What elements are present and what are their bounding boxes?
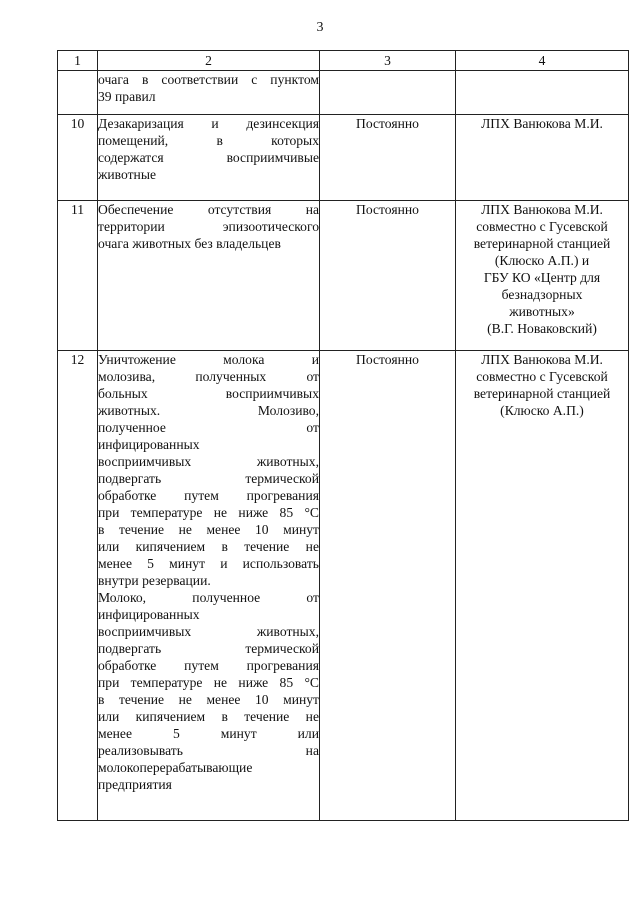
text-line: молокоперерабатывающие [98,760,253,775]
header-col-4: 4 [456,51,629,71]
responsible [456,351,629,821]
text-line: животные [98,167,156,182]
row-number: 12 [58,351,98,821]
responsible [456,115,629,201]
period: Постоянно [320,115,456,201]
text-line: обработке путем прогревания [98,488,319,503]
text-line: восприимчивых животных, [98,624,319,639]
text-line: 39 правил [98,89,156,104]
text-line: обработке путем прогревания [98,658,319,673]
measures-table [57,50,629,821]
text-line: в течение не менее 10 минут [98,522,319,537]
responsible-line: ГБУ КО «Центр для [483,270,601,285]
text-line: при температуре не ниже 85 °С [98,675,319,690]
text-line: Дезакаризация и дезинсекция [98,116,319,131]
text-line: очага животных без владельцев [98,236,281,251]
text-line: Уничтожение молока и [98,352,319,367]
text-line: Молоко, полученное от [98,590,319,605]
row-number [58,71,98,115]
header-row [58,51,629,71]
responsible-line: ветеринарной станцией [473,236,611,251]
text-line: менее 5 минут и использовать [98,556,319,571]
responsible-line: (Клюско А.П.) и [494,253,590,268]
text-line: больных восприимчивых [98,386,319,401]
text-line: помещений, в которых [98,133,319,148]
text-line: менее 5 минут или [98,726,319,741]
measure-text [98,115,320,201]
text-line: или кипячением в течение не [98,709,319,724]
table-row-11 [58,201,629,351]
responsible-line: ЛПХ Ванюкова М.И. [481,202,603,217]
text-line: животных. Молозиво, [98,403,319,418]
period [320,71,456,115]
text-line: Обеспечение отсутствия на [98,202,319,217]
text-line: подвергать термической [98,471,319,486]
responsible [456,201,629,351]
period: Постоянно [320,201,456,351]
responsible-line: ЛПХ Ванюкова М.И. [481,116,603,131]
header-col-3: 3 [320,51,456,71]
responsible-line: животных» [509,304,575,319]
text-line: в течение не менее 10 минут [98,692,319,707]
text-line: очага в соответствии с пунктом [98,72,319,87]
text-line: реализовывать на [98,743,319,758]
period: Постоянно [320,351,456,821]
text-line: предприятия [98,777,172,792]
row-number: 10 [58,115,98,201]
row-number: 11 [58,201,98,351]
responsible [456,71,629,115]
responsible-line: совместно с Гусевской [476,219,608,234]
text-line: молозива, полученных от [98,369,319,384]
responsible-line: ЛПХ Ванюкова М.И. [481,352,603,367]
responsible-line: совместно с Гусевской [476,369,608,384]
measure-text [98,351,320,821]
text-line: подвергать термической [98,641,319,656]
measure-text [98,71,320,115]
text-line: территории эпизоотического [98,219,319,234]
responsible-line: ветеринарной станцией [473,386,611,401]
responsible-line: (Клюско А.П.) [500,403,584,418]
responsible-line: безнадзорных [501,287,583,302]
text-line: восприимчивых животных, [98,454,319,469]
measure-text [98,201,320,351]
text-line: содержатся восприимчивые [98,150,319,165]
responsible-line: (В.Г. Новаковский) [487,321,597,336]
page-number: 3 [316,20,324,35]
text-line: внутри резервации. [98,573,211,588]
text-line: полученное от [98,420,319,435]
text-line: при температуре не ниже 85 °С [98,505,319,520]
text-line: инфицированных [98,437,200,452]
text-line: или кипячением в течение не [98,539,319,554]
table-row-10 [58,115,629,201]
table-row-continuation [58,71,629,115]
header-col-1: 1 [58,51,98,71]
text-line: инфицированных [98,607,200,622]
table-row-12 [58,351,629,821]
header-col-2: 2 [98,51,320,71]
